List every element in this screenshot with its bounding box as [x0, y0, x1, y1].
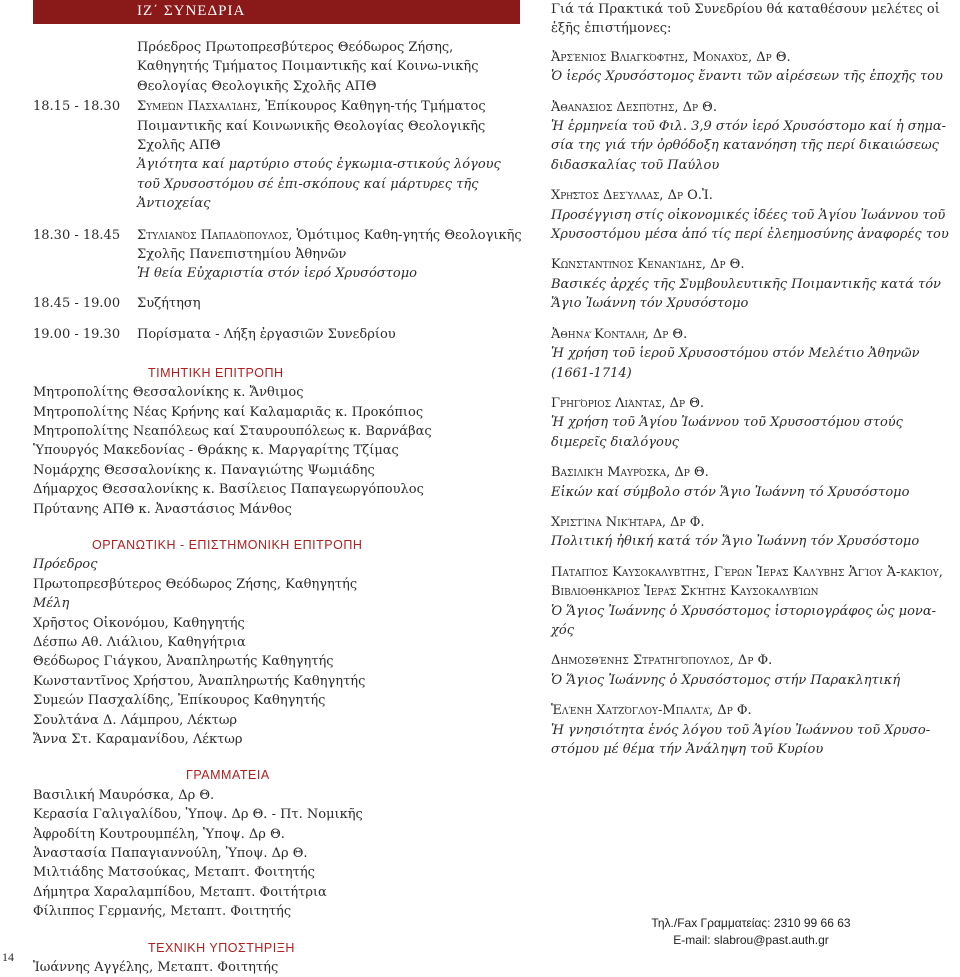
paper-entry	[551, 325, 951, 383]
program-title: Ἁγιότητα καί μαρτύριο στούς ἐγκωμια-στικούς λόγους τοῦ Χρυσοστόμου σέ ἐπι-σκόπους καί μάρτυρες τῆς Ἀντιοχείας	[137, 157, 501, 212]
program-speaker-block	[137, 97, 523, 155]
program-item	[33, 226, 523, 284]
secretariat	[33, 766, 523, 921]
list-item: Βασιλική Μαυρόσκα, Δρ Θ.	[33, 787, 215, 803]
president-name: Πρωτοπρεσβύτερος Θεόδωρος Ζήσης, Καθηγητής	[33, 576, 358, 592]
right-column	[551, 0, 951, 770]
paper-author: Δημοσθένης Στρατηγόπουλος, Δρ Φ.	[551, 653, 773, 669]
paper-title: Προσέγγιση στίς οἰκονομικές ἰδέες τοῦ Ἁγίου Ἰωάννου τοῦ Χρυσοστόμου μέσα ἀπό τίς περί ἐλεημοσύνης ἀναφορές του	[551, 207, 949, 243]
paper-author: Ἀρσένιος Βλιαγκόφτης, Μοναχός, Δρ Θ.	[551, 49, 791, 65]
program-role: Συζήτηση	[137, 295, 201, 311]
session-header-title: ΙΖ΄ ΣΥΝΕΔΡΙΑ	[137, 3, 246, 19]
organizing-heading: ΟΡΓΑΝΩΤΙΚΗ - ΕΠΙΣΤΗΜΟΝΙΚΗ ΕΠΙΤΡΟΠΗ	[92, 537, 363, 552]
list-item: Φίλιππος Γερμανής, Μεταπτ. Φοιτητής	[33, 904, 292, 920]
list-item: Ἀφροδίτη Κουτρουμπέλη, Ὑποψ. Δρ Θ.	[33, 826, 285, 842]
paper-author: Γρηγόριος Λιάντας, Δρ Θ.	[551, 395, 704, 411]
paper-entry	[551, 255, 951, 313]
program-time: 18.30 - 18.45	[33, 227, 121, 243]
proceedings-intro: Γιά τά Πρακτικά τοῦ Συνεδρίου θά καταθέσουν μελέτες οἱ ἑξῆς ἐπιστήμονες:	[551, 2, 940, 37]
list-item: Ὑπουργός Μακεδονίας - Θράκης κ. Μαργαρίτης Τζίμας	[33, 443, 399, 459]
paper-title: Ὁ Ἅγιος Ἰωάννης ὁ Χρυσόστομος ἱστοριογράφος ὡς μονα-χός	[551, 603, 936, 638]
list-item: Κερασία Γαλιγαλίδου, Ὑποψ. Δρ Θ. - Πτ. Νομικῆς	[33, 807, 363, 823]
program-item	[33, 325, 523, 344]
program-title: Ἡ θεία Εὐχαριστία στόν ἱερό Χρυσόστομο	[137, 266, 417, 282]
program-role: Πορίσματα - Λήξη ἐργασιῶν Συνεδρίου	[137, 327, 396, 343]
paper-entry	[551, 186, 951, 244]
list-item: Μητροπολίτης Θεσσαλονίκης κ. Ἄνθιμος	[33, 385, 304, 401]
member-item: Σουλτάνα Δ. Λάμπρου, Λέκτωρ	[33, 712, 238, 728]
program-speaker: Στυλιανός Παπαδόπουλος,	[137, 227, 293, 243]
email-line: E-mail: slabrou@past.auth.gr	[673, 933, 829, 947]
session-chair: Πρόεδρος Πρωτοπρεσβύτερος Θεόδωρος Ζήσης, Καθηγητής Τμήματος Ποιμαντικῆς καί Κοινω-νικῆς Θεολογίας Θεολογικῆς Σχολῆς ΑΠΘ	[137, 40, 479, 94]
program-time: 19.00 - 19.30	[33, 327, 121, 343]
paper-author: Χρῆστος Δεσύλλας, Δρ Ο.Ἰ.	[551, 188, 713, 204]
program-speaker-block	[137, 226, 523, 265]
left-column	[33, 38, 523, 977]
papers-list	[551, 48, 951, 760]
paper-author: Βασιλική Μαυρόσκα, Δρ Θ.	[551, 465, 709, 481]
president-label: Πρόεδρος	[33, 557, 98, 573]
program-role: Ὁμότιμος Καθη-γητής Θεολογικῆς Σχολῆς Πανεπιστημίου Ἀθηνῶν	[137, 227, 522, 263]
paper-author: Ἑλένη Χατζόγλου-Μπαλτᾶ, Δρ Φ.	[551, 703, 752, 719]
paper-author: Παταπίος Καυσοκαλυβίτης, Γέρων Ἱερᾶς Καλύβης Ἁγίου Ἀ-κακίου, Βιβλιοθηκάριος Ἱερᾶς Σκήτης Καυσοκαλυβίων	[551, 564, 943, 600]
paper-entry	[551, 48, 951, 87]
program-item	[33, 294, 523, 313]
paper-entry	[551, 701, 951, 759]
list-item: Μητροπολίτης Νεαπόλεως καί Σταυρουπόλεως κ. Βαρνάβας	[33, 423, 432, 439]
paper-author: Χριστίνα Νικήταρα, Δρ Φ.	[551, 514, 705, 530]
program-speaker: Συμεών Πασχαλίδης,	[137, 99, 262, 115]
paper-title: Ἡ ἑρμηνεία τοῦ Φιλ. 3,9 στόν ἱερό Χρυσόστομο καί ἡ σημα-σία της γιά τήν ὀρθόδοξη κατανόηση τῆς περί δικαιώσεως διδασκαλίας τοῦ Παύλου	[551, 119, 947, 173]
program-role: Ἐπίκουρος Καθηγη-τής Τμήματος Ποιμαντικῆς καί Κοινωνικῆς Θεολογίας Θεολογικῆς Σχολῆς ΑΠΘ	[137, 99, 486, 154]
technical-support	[33, 939, 523, 977]
paper-title: Εἰκών καί σύμβολο στόν Ἅγιο Ἰωάννη τό Χρυσόστομο	[551, 484, 910, 500]
member-item: Θεόδωρος Γιάγκου, Ἀναπληρωτής Καθηγητής	[33, 654, 334, 670]
member-item: Δέσπω Αθ. Λιάλιου, Καθηγήτρια	[33, 634, 246, 650]
technical-heading: ΤΕΧΝΙΚΗ ΥΠΟΣΤΗΡΙΞΗ	[148, 940, 295, 955]
list-item: Ἀναστασία Παπαγιαννούλη, Ὑποψ. Δρ Θ.	[33, 846, 308, 862]
list-item: Δήμητρα Χαραλαμπίδου, Μεταπτ. Φοιτήτρια	[33, 884, 327, 900]
paper-entry	[551, 651, 951, 690]
list-item: Ἰωάννης Αγγέλης, Μεταπτ. Φοιτητής	[33, 960, 279, 976]
paper-title: Ὁ Ἅγιος Ἰωάννης ὁ Χρυσόστομος στήν Παρακλητική	[551, 672, 901, 688]
list-item: Μητροπολίτης Νέας Κρήνης καί Καλαμαριᾶς κ. Προκόπιος	[33, 404, 424, 420]
page-number: 14	[2, 950, 14, 964]
members-label: Μέλη	[33, 596, 70, 612]
paper-title: Πολιτική ἠθική κατά τόν Ἅγιο Ἰωάννη τόν Χρυσόστομο	[551, 534, 920, 550]
paper-entry	[551, 98, 951, 176]
paper-entry	[551, 513, 951, 552]
member-item: Κωνσταντῖνος Χρήστου, Ἀναπληρωτής Καθηγητής	[33, 673, 366, 689]
secretariat-heading: ΓΡΑΜΜΑΤΕΙΑ	[186, 768, 270, 783]
paper-title: Ἡ γνησιότητα ἑνός λόγου τοῦ Ἁγίου Ἰωάννου τοῦ Χρυσο-στόμου μέ θέμα τήν Ἀνάληψη τοῦ Κυρίου	[551, 722, 931, 757]
paper-title: Βασικές ἀρχές τῆς Συμβουλευτικῆς Ποιμαντικῆς κατά τόν Ἅγιο Ἰωάννη τόν Χρυσόστομο	[551, 276, 941, 312]
program-time: 18.15 - 18.30	[33, 99, 121, 115]
contact-footer	[551, 915, 951, 949]
honorary-committee	[33, 364, 523, 519]
honorary-heading: ΤΙΜΗΤΙΚΗ ΕΠΙΤΡΟΠΗ	[148, 365, 284, 380]
session-header-bar	[33, 0, 520, 24]
paper-title: Ὁ ἱερός Χρυσόστομος ἔναντι τῶν αἱρέσεων τῆς ἐποχῆς του	[551, 69, 943, 85]
list-item: Πρύτανης ΑΠΘ κ. Ἀναστάσιος Μάνθος	[33, 501, 292, 517]
paper-entry	[551, 563, 951, 641]
paper-author: Ἀθηνᾶ Κονταλῆ, Δρ Θ.	[551, 326, 688, 342]
member-item: Συμεών Πασχαλίδης, Ἐπίκουρος Καθηγητής	[33, 693, 326, 709]
paper-author: Κωνσταντῖνος Κενανίδης, Δρ Θ.	[551, 257, 745, 273]
member-item: Χρῆστος Οἰκονόμου, Καθηγητής	[33, 615, 245, 631]
program-time: 18.45 - 19.00	[33, 295, 121, 311]
paper-title: Ἡ χρήση τοῦ Ἁγίου Ἰωάννου τοῦ Χρυσοστόμου στούς διμερεῖς διαλόγους	[551, 415, 903, 450]
program-item	[33, 97, 523, 213]
list-item: Νομάρχης Θεσσαλονίκης κ. Παναγιώτης Ψωμιάδης	[33, 462, 375, 478]
paper-author: Ἀθανάσιος Δεσπότης, Δρ Θ.	[551, 99, 717, 115]
organizing-committee	[33, 536, 523, 749]
member-item: Ἄννα Στ. Καραμανίδου, Λέκτωρ	[33, 732, 243, 747]
list-item: Μιλτιάδης Ματσούκας, Μεταπτ. Φοιτητής	[33, 865, 315, 881]
phone-line: Τηλ./Fax Γραμματείας: 2310 99 66 63	[651, 916, 851, 930]
paper-entry	[551, 463, 951, 502]
paper-title: Ἡ χρήση τοῦ ἱεροῦ Χρυσοστόμου στόν Μελέτιο Ἀθηνῶν (1661-1714)	[551, 346, 920, 381]
paper-entry	[551, 394, 951, 452]
list-item: Δήμαρχος Θεσσαλονίκης κ. Βασίλειος Παπαγεωργόπουλος	[33, 482, 424, 498]
